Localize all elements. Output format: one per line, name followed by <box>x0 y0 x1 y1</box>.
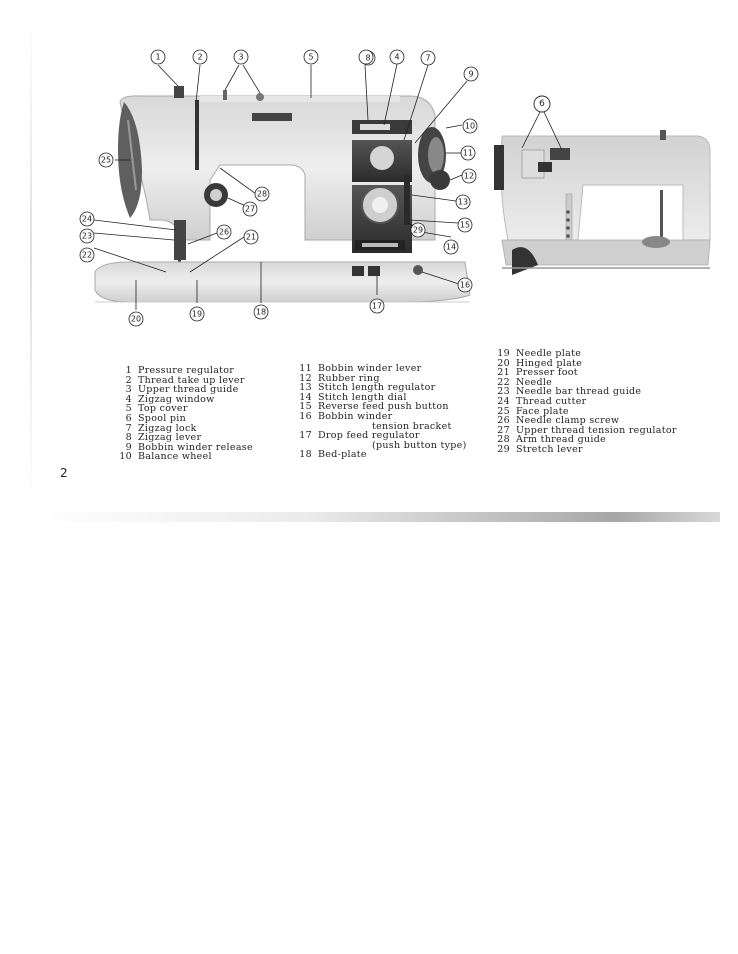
legend-item-number: 27 <box>497 424 510 436</box>
callout-26: 26 <box>218 227 230 237</box>
legend-item-number: 26 <box>497 415 510 427</box>
legend-item-label: Hinged plate <box>516 357 583 369</box>
callout-10: 10 <box>464 121 476 131</box>
callout-29: 29 <box>412 225 424 235</box>
legend-item-number: 24 <box>497 395 510 407</box>
legend-item-label: tension bracket <box>372 420 452 432</box>
legend-item-number: 19 <box>497 348 510 359</box>
callout-13: 13 <box>457 197 469 207</box>
legend-item-label: Thread take up lever <box>138 374 245 386</box>
legend-item-label: Rubber ring <box>318 372 380 384</box>
legend-item-label: Upper thread guide <box>138 384 239 396</box>
legend-item-label: Zigzag lever <box>138 432 202 444</box>
callout-5: 5 <box>308 52 314 62</box>
legend-item-label: Bobbin winder <box>318 410 393 422</box>
callout-11: 11 <box>462 148 474 158</box>
callout-18: 18 <box>255 307 267 317</box>
legend-column-3 <box>488 349 677 455</box>
callout-19: 19 <box>191 309 203 319</box>
legend-item-number: 15 <box>299 401 312 413</box>
callout-22: 22 <box>81 250 93 260</box>
legend-item-label: Pressure regulator <box>138 365 235 376</box>
legend-item-label: Top cover <box>138 403 188 415</box>
callout-23: 23 <box>81 231 93 241</box>
legend-item <box>290 450 467 460</box>
legend-item-label: Bobbin winder release <box>138 441 253 453</box>
legend-item-label: Spool pin <box>138 412 187 424</box>
legend-item-label: Stretch lever <box>516 443 583 455</box>
legend-item-number: 5 <box>125 403 132 415</box>
legend-item-number: 7 <box>125 422 132 434</box>
callout-15: 15 <box>459 220 471 230</box>
callout-20: 20 <box>130 314 142 324</box>
callout-24: 24 <box>81 214 93 224</box>
callout-9: 9 <box>468 69 474 79</box>
parts-legend <box>110 348 710 463</box>
sewing-machine-front-photo <box>70 40 490 330</box>
legend-item-number: 22 <box>497 376 510 388</box>
legend-item-number: 18 <box>299 449 312 461</box>
legend-item-number: 2 <box>125 374 132 386</box>
legend-item-label: Bobbin winder lever <box>318 363 422 374</box>
legend-item-number: 28 <box>497 434 510 446</box>
legend-column-1 <box>110 366 253 462</box>
legend-item-label: Reverse feed push button <box>318 401 449 413</box>
callout-25: 25 <box>100 155 112 165</box>
legend-item-label: Zigzag window <box>138 393 215 405</box>
legend-item-number: 8 <box>125 432 132 444</box>
legend-item-label: Thread cutter <box>516 395 587 407</box>
callout-6: 6 <box>539 99 545 109</box>
legend-item-label: Needle bar thread guide <box>516 386 642 398</box>
legend-item-label: Bed-plate <box>318 449 367 461</box>
scan-smudge <box>30 512 720 522</box>
legend-item-number: 12 <box>299 372 312 384</box>
legend-item-number: 14 <box>299 391 312 403</box>
legend-item-number: 21 <box>497 367 510 379</box>
legend-item-number: 20 <box>497 357 510 369</box>
legend-item-number: 29 <box>497 443 510 455</box>
legend-item-number: 4 <box>125 393 132 405</box>
legend-item-number: 17 <box>299 430 312 442</box>
legend-item-label: Face plate <box>516 405 569 417</box>
callout-12: 12 <box>463 171 475 181</box>
page-number: 2 <box>60 466 68 480</box>
legend-item-label: Balance wheel <box>138 451 212 463</box>
legend-item-label: Presser foot <box>516 367 578 379</box>
legend-item-number: 11 <box>299 363 312 374</box>
callout-27: 27 <box>244 204 256 214</box>
sewing-machine-spool-pin-photo <box>488 90 716 290</box>
legend-item-label: Zigzag lock <box>138 422 197 434</box>
legend-item-label: Needle clamp screw <box>516 415 620 427</box>
legend-item-number: 3 <box>125 384 132 396</box>
page-edge-shadow <box>30 20 32 500</box>
callout-1: 1 <box>155 52 161 62</box>
legend-item-label: Stitch length regulator <box>318 382 436 394</box>
callout-2: 2 <box>197 52 203 62</box>
legend-item-label: Stitch length dial <box>318 391 407 403</box>
legend-item-number: 23 <box>497 386 510 398</box>
callout-3: 3 <box>238 52 244 62</box>
callout-14: 14 <box>445 242 457 252</box>
legend-item-number: 1 <box>125 365 132 376</box>
legend-item-number: 16 <box>299 410 312 422</box>
legend-item-label: Needle <box>516 376 553 388</box>
legend-item-label: Needle plate <box>516 348 582 359</box>
legend-item-number: 6 <box>125 412 132 424</box>
legend-item <box>488 445 677 455</box>
legend-item <box>110 452 253 462</box>
legend-item-number: 9 <box>125 441 132 453</box>
legend-item-number: 13 <box>299 382 312 394</box>
callout-28: 28 <box>256 189 268 199</box>
callout-17: 17 <box>371 301 383 311</box>
legend-item-label: Drop feed regulator <box>318 430 420 442</box>
legend-item-label: (push button type) <box>372 439 467 451</box>
callout-4: 4 <box>394 52 400 62</box>
legend-item-label: Arm thread guide <box>516 434 607 446</box>
legend-item-number: 25 <box>497 405 510 417</box>
callout-16: 16 <box>459 280 471 290</box>
legend-column-2 <box>290 364 467 460</box>
legend-item-label: Upper thread tension regulator <box>516 424 677 436</box>
legend-item-number: 10 <box>119 451 132 463</box>
legend-item <box>290 441 467 451</box>
callout-8: 8 <box>365 53 371 63</box>
callout-21: 21 <box>245 232 257 242</box>
callout-7: 7 <box>425 53 431 63</box>
